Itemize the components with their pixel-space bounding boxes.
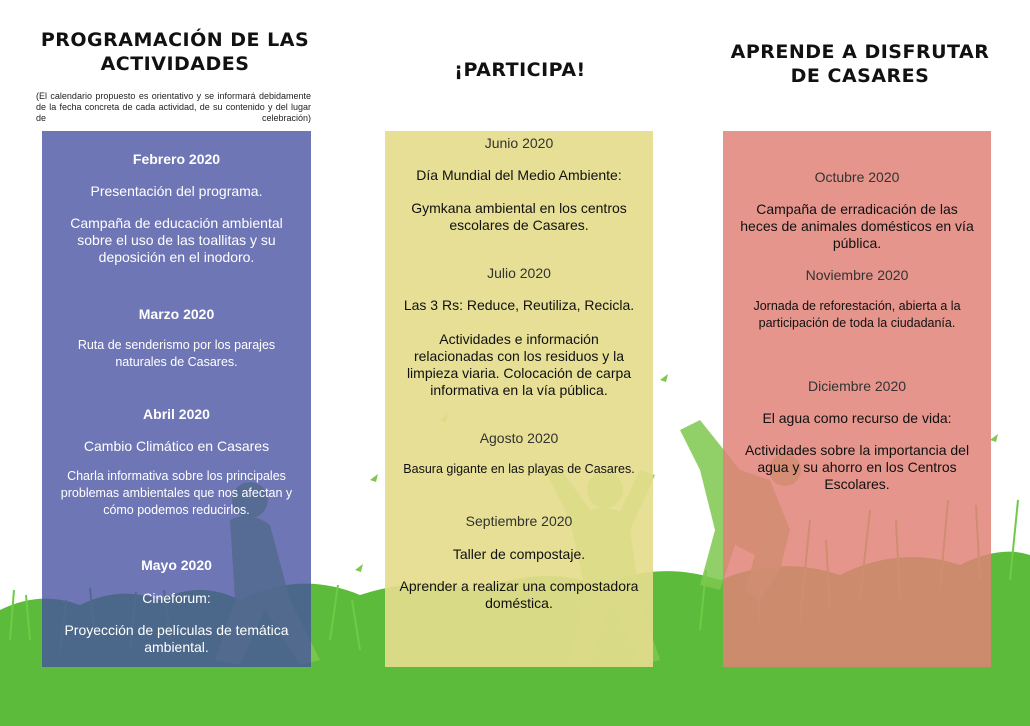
month-mar: Marzo 2020 [138,306,215,322]
month-sep: Septiembre 2020 [465,513,573,529]
apr-item-2: Charla informativa sobre los principales problemas ambientales que nos afectan y cómo podemos reducirlos. [60,469,293,517]
feb-item-1: Presentación del programa. [90,183,263,199]
calendar-note: (El calendario propuesto es orientativo y se informará debidamente de la fecha concreta de cada actividad, de su contenido y del lugar de celebración) [36,91,311,123]
month-may: Mayo 2020 [141,557,212,573]
dec-item-2: Actividades sobre la importancia del agua y su ahorro en los Centros Escolares. [744,442,970,492]
feb-item-2: Campaña de educación ambiental sobre el uso de las toallitas y su deposición en el inodoro. [70,215,283,265]
jun-item-1: Día Mundial del Medio Ambiente: [416,167,622,183]
may-item-1: Cineforum: [142,590,211,606]
apr-item-1: Cambio Climático en Casares [83,438,270,454]
aug-item-1: Basura gigante en las playas de Casares. [403,462,635,476]
month-jul: Julio 2020 [487,265,551,281]
month-apr: Abril 2020 [143,406,210,422]
dec-item-1: El agua como recurso de vida: [762,410,952,426]
sep-item-1: Taller de compostaje. [452,546,586,562]
month-dec: Diciembre 2020 [807,378,907,394]
month-feb: Febrero 2020 [132,151,221,167]
may-item-2: Proyección de películas de temática ambiental. [64,622,289,655]
panel-jun-sep [385,131,653,667]
month-oct: Octubre 2020 [814,169,900,185]
month-nov: Noviembre 2020 [805,267,909,283]
jul-item-1: Las 3 Rs: Reduce, Reutiliza, Recicla. [403,297,635,313]
col1-title: PROGRAMACIÓN DE LAS ACTIVIDADES [40,29,310,75]
mar-item-1: Ruta de senderismo por los parajes naturales de Casares. [77,338,276,369]
col2-title: ¡PARTICIPA! [454,59,586,81]
sep-item-2: Aprender a realizar una compostadora doméstica. [399,578,639,611]
jun-item-2: Gymkana ambiental en los centros escolares de Casares. [411,200,627,233]
month-jun: Junio 2020 [484,135,554,151]
col3-title: APRENDE A DISFRUTAR DE CASARES [730,41,990,87]
jul-item-2: Actividades e información relacionadas con los residuos y la limpieza viaria. Colocación de carpa informativa en la vía pública. [406,331,632,398]
panel-feb-may [42,131,311,667]
month-aug: Agosto 2020 [479,430,559,446]
nov-item-1: Jornada de reforestación, abierta a la participación de toda la ciudadanía. [753,299,961,330]
panel-oct-dec [723,131,991,667]
oct-item-1: Campaña de erradicación de las heces de animales domésticos en vía pública. [740,201,974,251]
